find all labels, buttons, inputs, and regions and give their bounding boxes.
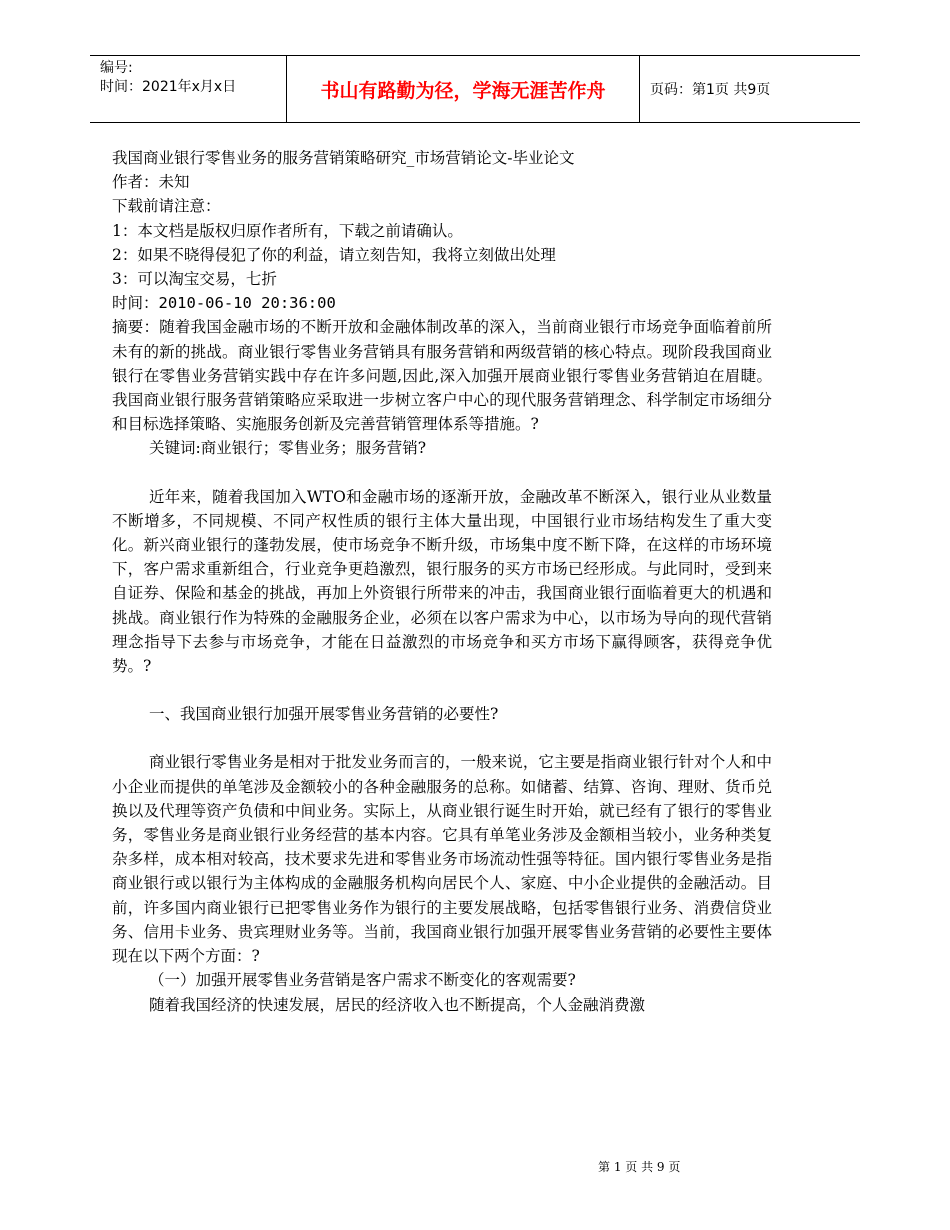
document-body xyxy=(112,146,772,1017)
download-notice-1: 1：本文档是版权归原作者所有，下载之前请确认。 xyxy=(112,221,463,240)
header-meta xyxy=(90,56,286,122)
paragraph-retail-definition: 商业银行零售业务是相对于批发业务而言的，一般来说，它主要是指商业银行针对个人和中小企业而提供的单笔涉及金额较小的各种金融服务的总称。如储蓄、结算、咨询、理财、货币兑换以及代理等资产负债和中间业务。实际上，从商业银行诞生时开始，就已经有了银行的零售业务，零售业务是商业银行业务经营的基本内容。它具有单笔业务涉及金额相当较小，业务种类复杂多样，成本相对较高，技术要求先进和零售业务市场流动性强等特征。国内银行零售业务是指商业银行或以银行为主体构成的金融服务机构向居民个人、家庭、中小企业提供的金融活动。目前，许多国内商业银行已把零售业务作为银行的主要发展战略，包括零售银行业务、消费信贷业务、信用卡业务、贵宾理财业务等。当前，我国商业银行加强开展零售业务营销的必要性主要体现在以下两个方面：? xyxy=(112,753,772,966)
document-number-label: 编号: xyxy=(100,60,133,76)
section-heading: 一、我国商业银行加强开展零售业务营销的必要性? xyxy=(149,705,499,724)
spacer xyxy=(112,678,772,702)
publish-time: 时间：2010-06-10 20:36:00 xyxy=(112,294,336,313)
page-footer: 第 1 页 共 9 页 xyxy=(598,1160,681,1174)
subsection-heading: （一）加强开展零售业务营销是客户需求不断变化的客观需要? xyxy=(149,971,576,990)
spacer xyxy=(112,726,772,750)
header-motto: 书山有路勤为径，学海无涯苦作舟 xyxy=(286,56,640,122)
page-header xyxy=(90,55,860,123)
document-time-label: 时间：2021年x月x日 xyxy=(100,79,237,95)
header-page-number: 页码：第1页 共9页 xyxy=(650,82,771,98)
abstract: 摘要：随着我国金融市场的不断开放和金融体制改革的深入，当前商业银行市场竞争面临着前所未有的新的挑战。商业银行零售业务营销具有服务营销和两级营销的核心特点。现阶段我国商业银行在零售业务营销实践中存在许多问题,因此,深入加强开展商业银行零售业务营销迫在眉睫。我国商业银行服务营销策略应采取进一步树立客户中心的现代服务营销理念、科学制定市场细分和目标选择策略、实施服务创新及完善营销管理体系等措施。? xyxy=(112,318,772,434)
download-notice-2: 2：如果不晓得侵犯了你的利益，请立刻告知，我将立刻做出处理 xyxy=(112,245,556,264)
article-author: 作者：未知 xyxy=(112,173,190,192)
paragraph-customer-demand: 随着我国经济的快速发展，居民的经济收入也不断提高，个人金融消费激 xyxy=(149,995,646,1014)
article-title: 我国商业银行零售业务的服务营销策略研究_市场营销论文-毕业论文 xyxy=(112,149,575,167)
download-notice-title: 下载前请注意： xyxy=(112,197,221,216)
download-notice-3: 3：可以淘宝交易，七折 xyxy=(112,270,277,289)
keywords: 关键词:商业银行；零售业务；服务营销? xyxy=(149,439,427,458)
paragraph-intro: 近年来，随着我国加入WTO和金融市场的逐渐开放，金融改革不断深入，银行业从业数量不断增多，不同规模、不同产权性质的银行主体大量出现，中国银行业市场结构发生了重大变化。新兴商业银行的蓬勃发展，使市场竞争不断升级，市场集中度不断下降，在这样的市场环境下，客户需求重新组合，行业竞争更趋激烈，银行服务的买方市场已经形成。与此同时，受到来自证券、保险和基金的挑战，再加上外资银行所带来的冲击，我国商业银行面临着更大的机遇和挑战。商业银行作为特殊的金融服务企业，必须在以客户需求为中心，以市场为导向的现代营销理念指导下去参与市场竞争，才能在日益激烈的市场竞争和买方市场下赢得顾客，获得竞争优势。? xyxy=(112,487,772,676)
spacer xyxy=(112,461,772,485)
